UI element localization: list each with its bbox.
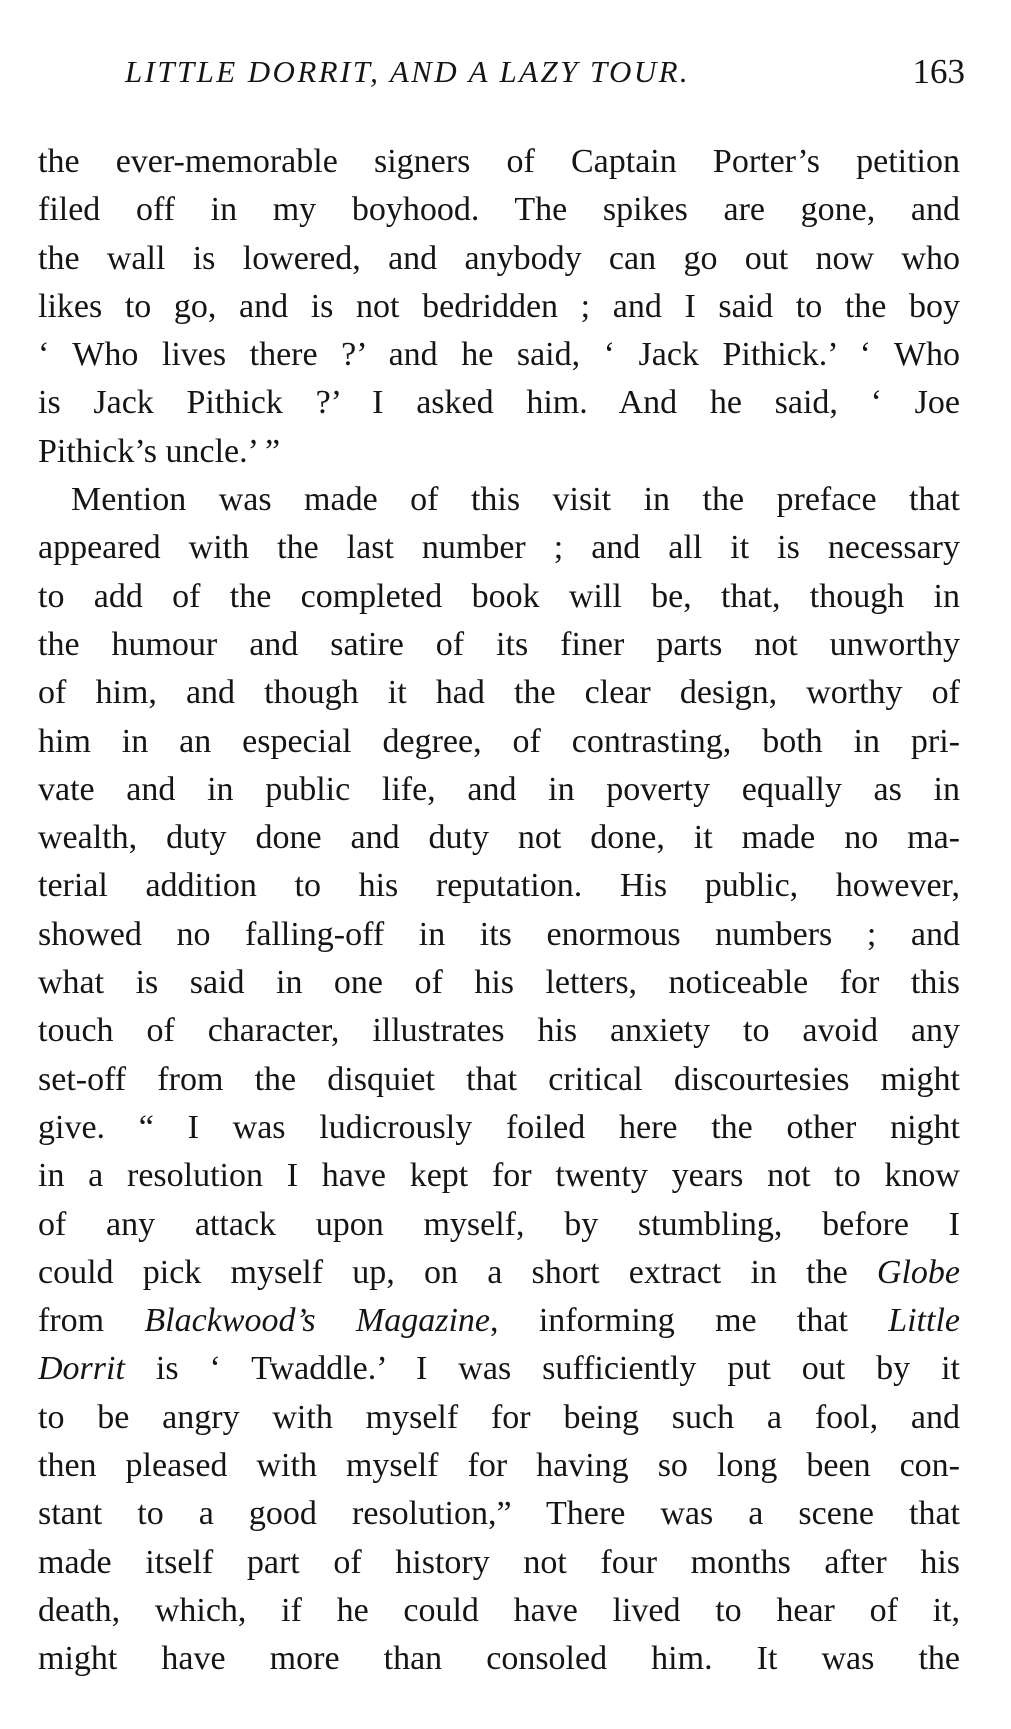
text-line: touch of character, illustrates his anxiety to avoid any — [38, 1012, 960, 1050]
text-line: made itself part of history not four months after his — [38, 1543, 960, 1581]
text-line: terial addition to his reputation. His public, however, — [38, 867, 960, 905]
text-line-with-italic — [38, 1297, 960, 1345]
body-text — [38, 138, 960, 1684]
text-line: likes to go, and is not bedridden ; and I said to the boy — [38, 287, 960, 325]
text-line: filed off in my boyhood. The spikes are gone, and — [38, 191, 960, 229]
text-line: give. “ I was ludicrously foiled here the other night — [38, 1108, 960, 1146]
text-line: vate and in public life, and in poverty equally as in — [38, 770, 960, 808]
text-line: to add of the completed book will be, that, though in — [38, 577, 960, 615]
text-line: what is said in one of his letters, noticeable for this — [38, 964, 960, 1002]
text-run: could pick myself up, on a short extract in the — [38, 1253, 877, 1291]
text-run: from — [38, 1302, 145, 1340]
text-line: in a resolution I have kept for twenty years not to know — [38, 1157, 960, 1195]
text-line: him in an especial degree, of contrasting, both in pri- — [38, 722, 960, 760]
italic-title-magazine: Blackwood’s Magazine — [144, 1302, 491, 1340]
text-line: stant to a good resolution,” There was a scene that — [38, 1495, 960, 1533]
text-line: the ever-memorable signers of Captain Porter’s petition — [38, 143, 960, 180]
running-head — [125, 48, 965, 104]
text-line: death, which, if he could have lived to hear of it, — [38, 1591, 960, 1629]
text-line: is Jack Pithick ?’ I asked him. And he said, ‘ Joe — [38, 384, 960, 422]
text-line: wealth, duty done and duty not done, it made no ma- — [38, 819, 960, 857]
italic-title-little: Little — [888, 1302, 960, 1340]
text-line: to be angry with myself for being such a fool, and — [38, 1398, 960, 1436]
text-line: might have more than consoled him. It was the — [38, 1640, 960, 1678]
text-line: showed no falling-off in its enormous numbers ; and — [38, 915, 960, 953]
italic-title-globe: Globe — [876, 1253, 960, 1291]
text-run: is ‘ Twaddle.’ I was sufficiently put out by it — [124, 1350, 960, 1388]
text-line: of him, and though it had the clear design, worthy of — [38, 674, 960, 712]
text-line-with-italic — [38, 1345, 960, 1393]
text-line: ‘ Who lives there ?’ and he said, ‘ Jack Pithick.’ ‘ Who — [38, 336, 960, 374]
text-line: then pleased with myself for having so long been con- — [38, 1447, 960, 1485]
italic-title-dorrit: Dorrit — [38, 1350, 125, 1388]
text-run: , informing me that — [490, 1302, 889, 1340]
text-line: the humour and satire of its finer parts not unworthy — [38, 625, 960, 663]
text-line: appeared with the last number ; and all it is necessary — [38, 529, 960, 567]
paragraph-first-line: Mention was made of this visit in the preface that — [71, 481, 960, 519]
text-line: of any attack upon myself, by stumbling, before I — [38, 1205, 960, 1243]
text-line: set-off from the disquiet that critical discourtesies might — [38, 1060, 960, 1098]
text-line-with-italic — [38, 1249, 960, 1297]
text-line: Pithick’s uncle.’ ” — [38, 432, 281, 470]
text-line: the wall is lowered, and anybody can go out now who — [38, 239, 960, 277]
running-title: LITTLE DORRIT, AND A LAZY TOUR. — [125, 54, 691, 89]
page-number: 163 — [912, 52, 965, 91]
